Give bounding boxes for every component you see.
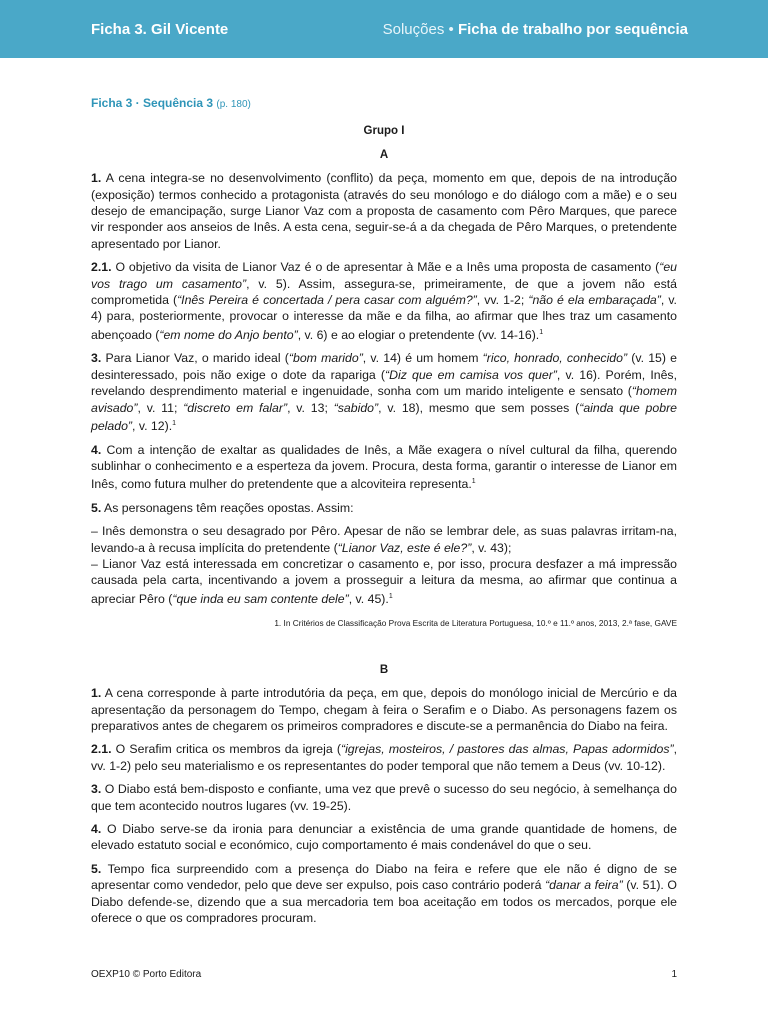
answer-a-4: 4. Com a intenção de exaltar as qualidades de Inês, a Mãe exagera o nível cultural da filha, querendo sublinhar o conhecimento e a esperteza da jovem. Procura, desta forma, garantir o interesse de Lianor em Inês, como futura mulher do pretendente que a alcoviteira representa.$^1$ xyxy=(91,442,677,492)
answer-b-3: 3. O Diabo está bem-disposto e confiante, uma vez que prevê o sucesso do seu negócio, à semelhança do que tem acontecido noutros lugares (vv. 19-25). xyxy=(91,782,677,813)
answer-a-5: 5. As personagens têm reações opostas. Assim: xyxy=(91,500,354,515)
answer-a-1: 1. A cena integra-se no desenvolvimento (conflito) da peça, momento em que, depois de na introdução (exposição) termos conhecido a protagonista (através do seu monólogo e do diálogo com a mãe) e o seu desejo de emancipação, surge Lianor Vaz com a proposta de casamento com Pêro Marques, que parece vir responder aos anseios de Inês. A esta cena, seguir-se-á a da chegada de Pêro Marques, o pretendente apresentado por Lianor. xyxy=(91,171,677,251)
footer-page-number: 1 xyxy=(671,969,677,980)
answer-a-5-lianor: – Lianor Vaz está interessada em concretizar o casamento e, por isso, procura desfazer a má impressão causada pela carta, incentivando a jovem a prosseguir a leitura da mesma, ao afirmar que continua a apreciar Pêro (“que inda eu sam contente dele”, v. 45).$^1$ xyxy=(91,557,677,606)
document-body xyxy=(91,95,677,933)
answer-b-2-1: 2.1. O Serafim critica os membros da igreja (“igrejas, mosteiros, / pastores das almas, Papas adormidos”, vv. 1-2) pelo seu materialismo e os representantes do poder temporal que não temem a Deus (vv. 10-12). xyxy=(91,742,677,773)
section-page-ref: (p. 180) xyxy=(216,99,251,110)
answer-a-3: 3. Para Lianor Vaz, o marido ideal (“bom marido”, v. 14) é um homem “rico, honrado, conhecido” (v. 15) e desinteressado, pois não exige o dote da rapariga (“Diz que em camisa vos quer”, v. 16). Porém, Inês, revelando desprendimento material e ingenuidade, sonha com um marido inteligente e sensato (“homem avisado”, v. 11; “discreto em falar”, v. 13; “sabido”, v. 18), mesmo que sem posses (“ainda que pobre pelado”, v. 12).$^1$ xyxy=(91,351,677,434)
answer-a-2-1: 2.1. O objetivo da visita de Lianor Vaz é o de apresentar à Mãe e a Inês uma proposta de casamento (“eu vos trago um casamento”, v. 5). Assim, assegura-se, primeiramente, de que a jovem não está comprometida (“Inês Pereira é concertada / pera casar com alguém?”, vv. 1-2; “não é ela embaraçada”, v. 4) para, posteriormente, provocar o interesse da mãe e da filha, ao afirmar que lhes traz um casamento abençoado (“em nome do Anjo bento”, v. 6) e ao elogiar o pretendente (vv. 14-16).$^1$ xyxy=(91,260,677,342)
answer-b-5: 5. Tempo fica surpreendido com a presença do Diabo na feira e refere que ele não é digno de se apresentar como vendedor, pelo que deve ser expulso, pois caso contrário poderá “danar a feira” (v. 51). O Diabo defende-se, dizendo que a sua mercadoria tem boa aceitação em todos os mercados, porque ele oferece o que os compradores procuram. xyxy=(91,861,677,926)
header-solutions: Soluções xyxy=(382,21,445,38)
section-title-text: Ficha 3 · Sequência 3 xyxy=(91,96,214,110)
group-heading: Grupo I xyxy=(363,125,405,138)
part-a-heading: A xyxy=(379,148,389,161)
header-separator: • xyxy=(444,21,458,38)
header-title: Ficha 3. Gil Vicente xyxy=(91,21,229,38)
header-worksheet-type: Ficha de trabalho por sequência xyxy=(457,21,688,38)
answer-b-4: 4. O Diabo serve-se da ironia para denunciar a existência de uma grande quantidade de homens, de elevado estatuto social e económico, cujo comportamento é mais condenável do que o seu. xyxy=(91,822,677,853)
header-subtitle xyxy=(383,21,688,38)
footer-copyright: OEXP10 © Porto Editora xyxy=(91,969,202,980)
answer-b-1: 1. A cena corresponde à parte introdutória da peça, em que, depois do monólogo inicial de Mercúrio e da apresentação da personagem do Tempo, chegam à feira o Serafim e o Diabo. As personagens fazem os preparativos antes de chegarem os primeiros compradores e discute-se a permanência do Diabo na feira. xyxy=(91,686,677,733)
section-title xyxy=(91,95,677,113)
footnote: 1. In Critérios de Classificação Prova Escrita de Literatura Portuguesa, 10.º e 11.º anos, 2013, 2.ª fase, GAVE xyxy=(274,618,677,629)
page-header xyxy=(0,0,768,58)
answer-a-5-ines: – Inês demonstra o seu desagrado por Pêro. Apesar de não se lembrar dele, as suas palavras irritam-na, levando-a à recusa implícita do pretendente (“Lianor Vaz, este é ele?”, v. 43); xyxy=(91,524,677,555)
part-b-heading: B xyxy=(379,663,389,676)
